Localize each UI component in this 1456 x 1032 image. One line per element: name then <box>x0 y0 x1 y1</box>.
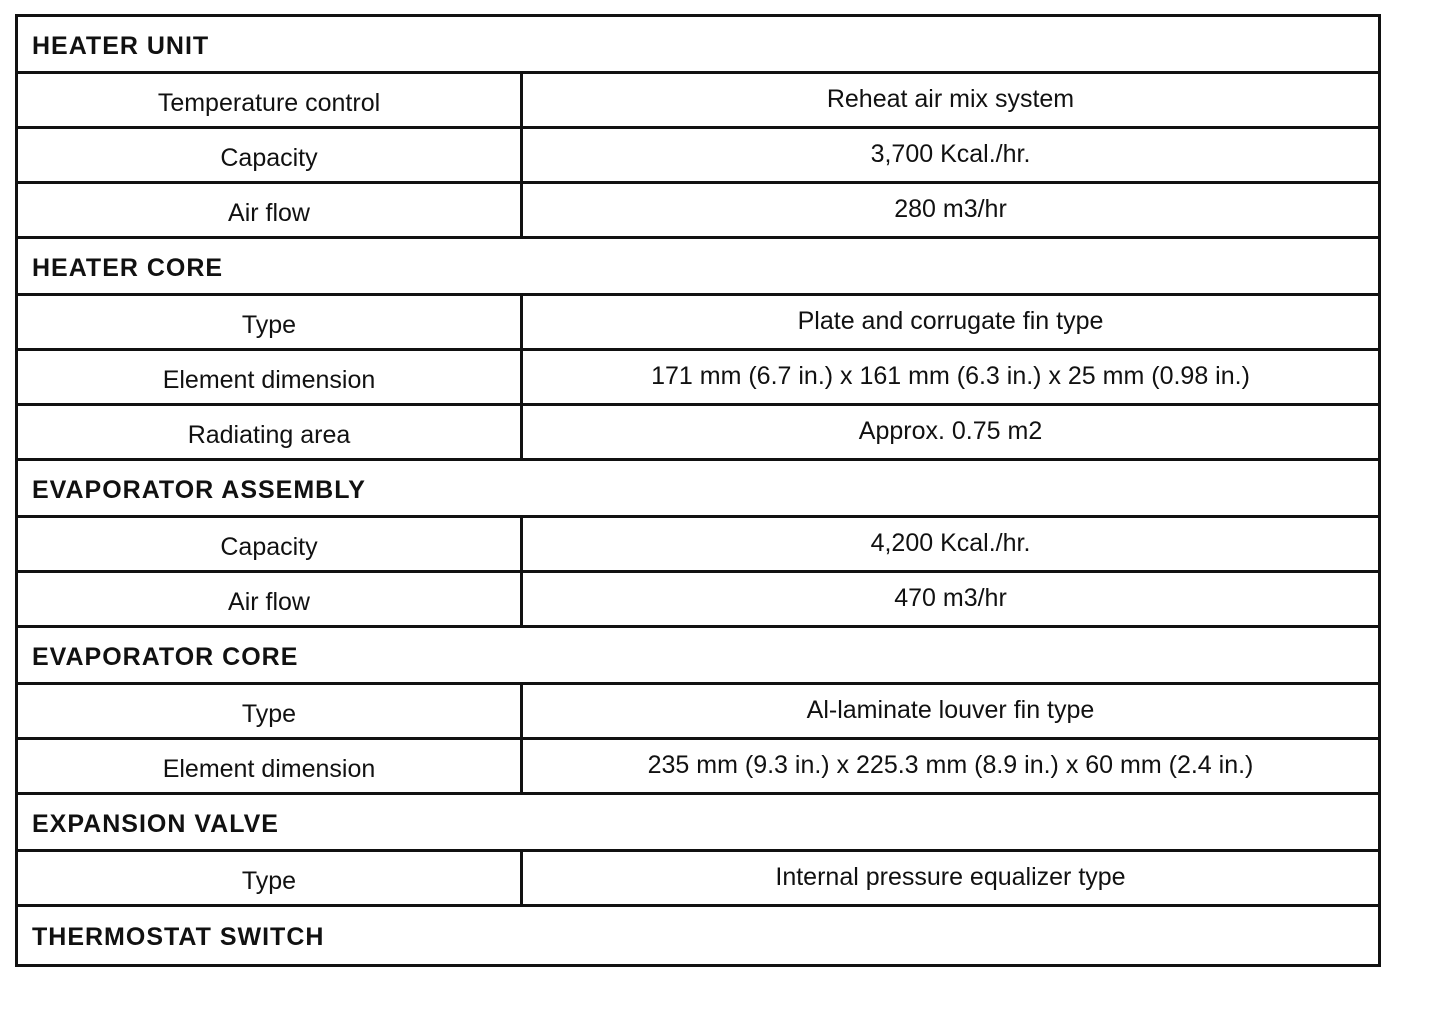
table-row <box>18 184 1378 239</box>
row-label: Capacity <box>18 129 523 181</box>
table-row <box>18 573 1378 628</box>
section-title: EXPANSION VALVE <box>32 809 279 838</box>
row-value: Internal pressure equalizer type <box>775 862 1126 891</box>
section-title: HEATER CORE <box>32 253 224 282</box>
row-value: 280 m3/hr <box>894 194 1007 223</box>
section-title: EVAPORATOR ASSEMBLY <box>32 475 366 504</box>
section-header <box>18 239 1378 296</box>
row-label: Element dimension <box>18 740 523 792</box>
table-row <box>18 351 1378 406</box>
section-header <box>18 795 1378 852</box>
row-label: Air flow <box>18 184 523 236</box>
row-label: Type <box>18 685 523 737</box>
row-label: Type <box>18 852 523 904</box>
row-value: 3,700 Kcal./hr. <box>870 139 1031 168</box>
row-value: 171 mm (6.7 in.) x 161 mm (6.3 in.) x 25 mm (0.98 in.) <box>651 361 1250 390</box>
row-value: 470 m3/hr <box>894 583 1007 612</box>
section-title: EVAPORATOR CORE <box>32 642 299 671</box>
row-label: Air flow <box>18 573 523 625</box>
row-label: Type <box>18 296 523 348</box>
row-value: 235 mm (9.3 in.) x 225.3 mm (8.9 in.) x 60 mm (2.4 in.) <box>647 750 1254 779</box>
row-value: Approx. 0.75 m2 <box>858 416 1043 445</box>
section-title: HEATER UNIT <box>32 31 210 60</box>
row-label: Element dimension <box>18 351 523 403</box>
section-header <box>18 907 1378 964</box>
section-header <box>18 628 1378 685</box>
row-value: 4,200 Kcal./hr. <box>870 528 1031 557</box>
section-title: THERMOSTAT SWITCH <box>32 923 325 951</box>
row-label: Capacity <box>18 518 523 570</box>
table-row <box>18 685 1378 740</box>
spec-table <box>15 14 1381 967</box>
table-row <box>18 296 1378 351</box>
section-header <box>18 461 1378 518</box>
row-label: Radiating area <box>18 406 523 458</box>
row-label: Temperature control <box>18 74 523 126</box>
table-row <box>18 74 1378 129</box>
section-header <box>18 17 1378 74</box>
table-row <box>18 518 1378 573</box>
row-value: Reheat air mix system <box>826 84 1075 113</box>
row-value: Al-laminate louver fin type <box>806 695 1095 724</box>
row-value: Plate and corrugate fin type <box>797 306 1104 335</box>
table-row <box>18 129 1378 184</box>
table-row <box>18 406 1378 461</box>
table-row <box>18 740 1378 795</box>
table-row <box>18 852 1378 907</box>
